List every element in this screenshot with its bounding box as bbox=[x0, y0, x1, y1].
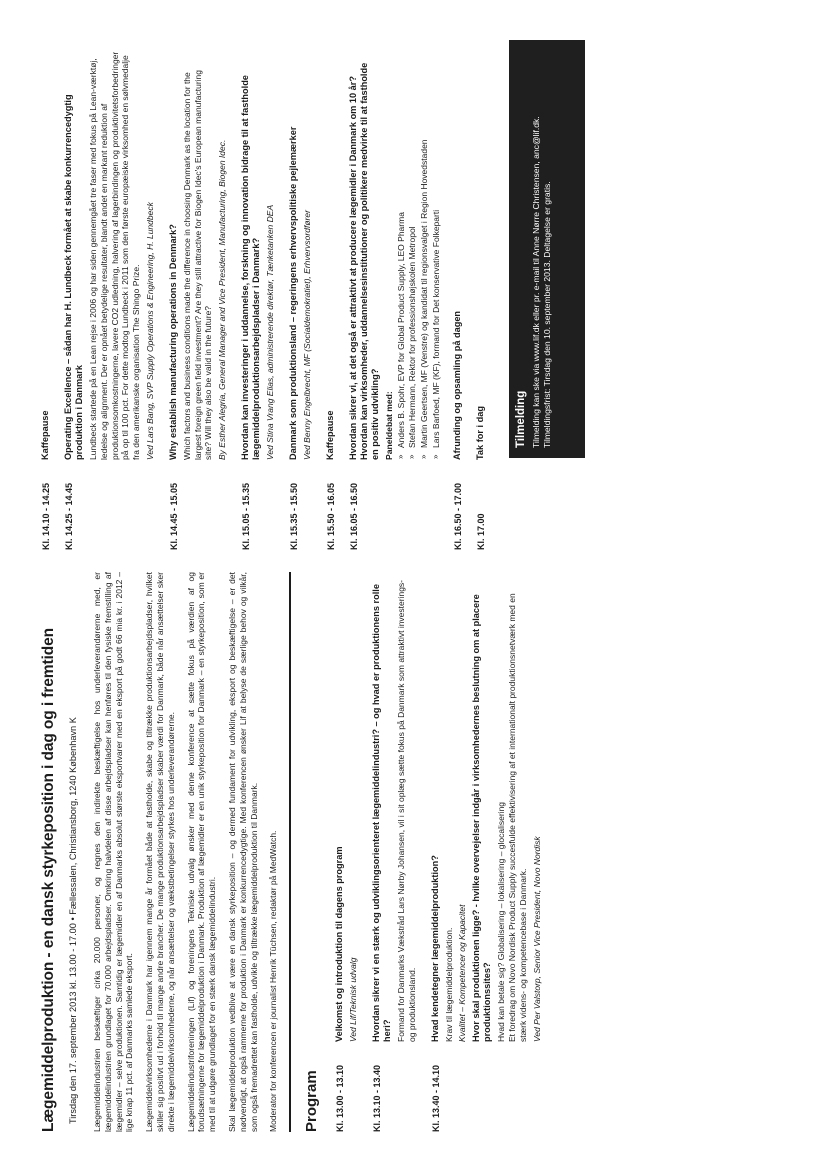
program-row bbox=[452, 50, 466, 550]
program-row bbox=[348, 50, 443, 550]
program-speaker: Ved Benny Engelbrecht, MF (Socialdemokratiet), Erhvervsordfører bbox=[301, 210, 312, 460]
program-time: Kl. 13.00 - 13.10 bbox=[335, 1064, 346, 1132]
program-row bbox=[63, 50, 159, 550]
program-title: Danmark som produktionsland – regeringens erhvervspolitiske pejlemærker bbox=[287, 126, 298, 460]
panel-list bbox=[396, 50, 442, 460]
event-meta: Tirsdag den 17. september 2013 kl. 13.00 - 17.00 • Fællessalen, Christiansborg, 1240 København K bbox=[68, 717, 78, 1124]
program-speaker: Ved Stina Vrang Elias, administrerende direktør, Tænketanken DEA bbox=[264, 204, 275, 460]
program-time: Kl. 14.10 - 14.25 bbox=[41, 482, 51, 550]
program-time: Kl. 15.35 - 15.50 bbox=[288, 482, 299, 550]
program-speaker: By Esther Alegria, General Manager and Vice President, Manufacturing, Biogen Idec. bbox=[217, 139, 228, 460]
intro-paragraph-1: Lægemiddelindustrien beskæftiger cirka 20.000 personer, og regnes den indirekte beskæftigelse hos underleverandørerne med, er lægemiddelindustrien grundlaget for 70.000 arbejdspladser. Omkring halvdelen af disse arbejdspladser kan henføres til den fysiske fremstilling af lægemidler – selve produktionen. Samtidig er lægemidler en af Danmarks absolut største eksportvarer med en eksport på godt 66 mia kr. i 2012 – lige knap 11 pct. af Danmarks samlede eksport. bbox=[92, 572, 135, 1132]
program-title: Why establish manufacturing operations in Denmark? bbox=[167, 224, 178, 460]
program-title: Afrunding og opsamling på dagen bbox=[451, 310, 462, 460]
program-title: Kaffepause bbox=[40, 410, 50, 460]
program-time: Kl. 14.45 - 15.05 bbox=[168, 482, 179, 550]
program-row bbox=[325, 50, 339, 550]
left-column bbox=[0, 572, 825, 1132]
program-row bbox=[168, 50, 231, 550]
bullet-icon: » bbox=[419, 454, 429, 459]
section-divider bbox=[289, 572, 291, 1132]
intro-paragraph-3: Lægemiddelindustriforeningen (Lif) og foreningens Tekniske udvalg ønsker med denne konference at sætte fokus på værdien af og forudsætningerne for lægemiddelproduktion i Danmark. Produktion af lægemidler er en unik styrkeposition for Danmark – en styrkeposition, som er med til at udgøre grundlaget for en stærk dansk lægemiddelindustri. bbox=[185, 572, 218, 1132]
program-time: Kl. 13.40 - 14.10 bbox=[430, 1064, 441, 1132]
program-row bbox=[240, 50, 279, 550]
registration-box bbox=[509, 40, 585, 458]
panel-member: » Martin Geertsen, MF (Venstre) og kandidat til regionsvalget i Region Hovedstaden bbox=[419, 139, 430, 459]
program-row bbox=[475, 50, 489, 550]
program-text: Formand for Danmarks Vækstråd Lars Nørby Johansen, vil i sit oplæg sætte fokus på Danmark som attraktivt investerings- og produktionsland. bbox=[395, 579, 417, 1042]
program-title-secondary: Hvor skal produktionen ligge? - hvilke overvejelser indgår i virksomhedernes beslutning om at placere produktionssites? bbox=[471, 594, 493, 1042]
registration-title: Tilmelding bbox=[514, 390, 527, 448]
registration-info: Tilmelding kan ske via www.lif.dk eller pr. e-mail til Anne Nørre Christensen, anc@lif.dk. bbox=[530, 116, 541, 448]
bullet-icon: » bbox=[430, 454, 440, 459]
program-speaker: Ved Lars Bang, SVP Supply Operations & Engineering, H. Lundbeck bbox=[144, 202, 155, 460]
program-speaker: Ved Lif/Teknisk udvalg bbox=[348, 957, 359, 1042]
program-time: Kl. 15.50 - 16.05 bbox=[325, 482, 336, 550]
program-title: Hvordan sikrer vi, at det også er attraktivt at producere lægemidler i Danmark om 10 år? Hvordan kan virksomheder, uddannelsesinstitutioner og politikere medvirke til at fastholde en positiv udvikling? bbox=[347, 62, 380, 460]
program-row bbox=[371, 572, 421, 1132]
program-time: Kl. 14.25 - 14.45 bbox=[64, 482, 74, 550]
program-title: Tak for i dag bbox=[474, 406, 485, 460]
registration-deadline: Tilmeldingsfrist: Tirsdag den 10. september 2013. Deltagelse er gratis. bbox=[541, 181, 552, 448]
program-text-secondary: Hvad kan betale sig? Globalisering – lokalisering – glocalisering Et foredrag om Novo Nordisk Product Supply succesfulde effektivisering af et internationalt produktionsnetværk med en stærk videns- og kompetencebase i Danmark. bbox=[496, 593, 528, 1042]
program-title: Kaffepause bbox=[324, 410, 335, 460]
panel-member: » Stefan Hermann, Rektor for professionshøjskolen Metropol bbox=[407, 226, 418, 459]
intro-paragraph-4: Skal lægemiddelproduktion vedblive at være en dansk styrkeposition – og dermed fundament for udvikling, eksport og beskæftigelse – er det nødvendigt, at også rammerne for produktion i Danmark er konkurrencedygtige. Med konferencen ønsker Lif at belyse de særlige behov og vilkår, som også fremadrettet kan fastholde, udvikle og tiltrække lægemiddelproduktion til Danmark. bbox=[226, 572, 259, 1132]
bullet-icon: » bbox=[407, 454, 417, 459]
program-time: Kl. 15.05 - 15.35 bbox=[240, 482, 251, 550]
program-title: Hvad kendetegner lægemiddelproduktion? bbox=[429, 855, 440, 1042]
document-title: Lægemiddelproduktion - en dansk styrkeposition i dag og i fremtiden bbox=[40, 628, 57, 1132]
program-text: Krav til lægemiddelproduktion. bbox=[443, 927, 454, 1042]
program-text: Which factors and business conditions made the difference in choosing Denmark as the location for the largest foreign green field investment? Are they still attractive for Biogen Idec's European manufacturing site? Will they also be valid in the future? bbox=[181, 69, 214, 460]
bullet-icon: » bbox=[395, 454, 405, 459]
program-heading: Program bbox=[303, 1070, 321, 1132]
program-time: Kl. 17.00 bbox=[475, 513, 486, 550]
program-time: Kl. 16.50 - 17.00 bbox=[452, 482, 463, 550]
program-text: Lundbeck startede på en Lean rejse i 2006 og har siden gennemgået tre faser med fokus på Lean-værktøj, ledelse og alignment. Der er opnået betydelige resultater, blandt andet en markant reduktion af produktionsomkostningerne, lavere CO2 udledning, halvering af lagerbindingen og produktivitetsforbedringer på op til 100 pct. For dette modtog Lundbeck i 2011 som den første europæiske virksomhed en sølvmedalje fra den amerikanske organisation The Shingo Prize. bbox=[88, 51, 142, 460]
panel-label: Paneldebat med: bbox=[383, 391, 394, 460]
program-speaker: Ved Per Valstorp, Senior Vice President, Novo Nordisk bbox=[531, 836, 542, 1042]
intro-paragraph-2: Lægemiddelvirksomhederne i Danmark har igennem mange år formået både at fastholde, skabe og tiltrække produktionsarbejdspladser, hvilket skiller sig positivt ud i forhold til mange andre brancher. De mange produktionsarbejdspladser skaber værdi for Danmark, både når ansættelser sker direkte i lægemiddelvirksomhederne, og når ansættelser og vækstbetingelser styrkes hos underleverandørerne. bbox=[144, 572, 176, 1132]
program-time: Kl. 13.10 - 13.40 bbox=[371, 1064, 382, 1132]
program-row bbox=[430, 572, 546, 1132]
panel-member: » Lars Barfoed, MF (KF), formand for Det konservative Folkeparti bbox=[430, 209, 441, 459]
right-column bbox=[0, 50, 825, 550]
moderator-note: Moderator for konferencen er journalist Henrik Tüchsen, redaktør på MedWatch. bbox=[268, 830, 279, 1132]
panel-member: » Anders B. Spohr, EVP for Global Product Supply, LEO Pharma bbox=[395, 212, 406, 459]
program-title: Velkomst og introduktion til dagens program bbox=[334, 846, 345, 1042]
program-title: Hvordan kan investeringer i uddannelse, forskning og innovation bidrage til at fastholde lægemiddelproduktionsarbejdspladser i Danmark? bbox=[239, 75, 261, 460]
program-subtitle: Kvalitet – Kompetencer og Kapacitet bbox=[457, 904, 468, 1042]
program-row bbox=[288, 50, 316, 550]
program-title: Operating Excellence – sådan har H. Lundbeck formået at skabe konkurrencedygtig produktion i Danmark bbox=[63, 94, 84, 460]
program-title: Hvordan sikrer vi en stærk og udviklingsorienteret lægemiddelindustri? – og hvad er produktionens rolle heri? bbox=[370, 584, 392, 1042]
program-row bbox=[40, 50, 54, 550]
program-row bbox=[334, 572, 362, 1132]
program-time: Kl. 16.05 - 16.50 bbox=[348, 482, 359, 550]
